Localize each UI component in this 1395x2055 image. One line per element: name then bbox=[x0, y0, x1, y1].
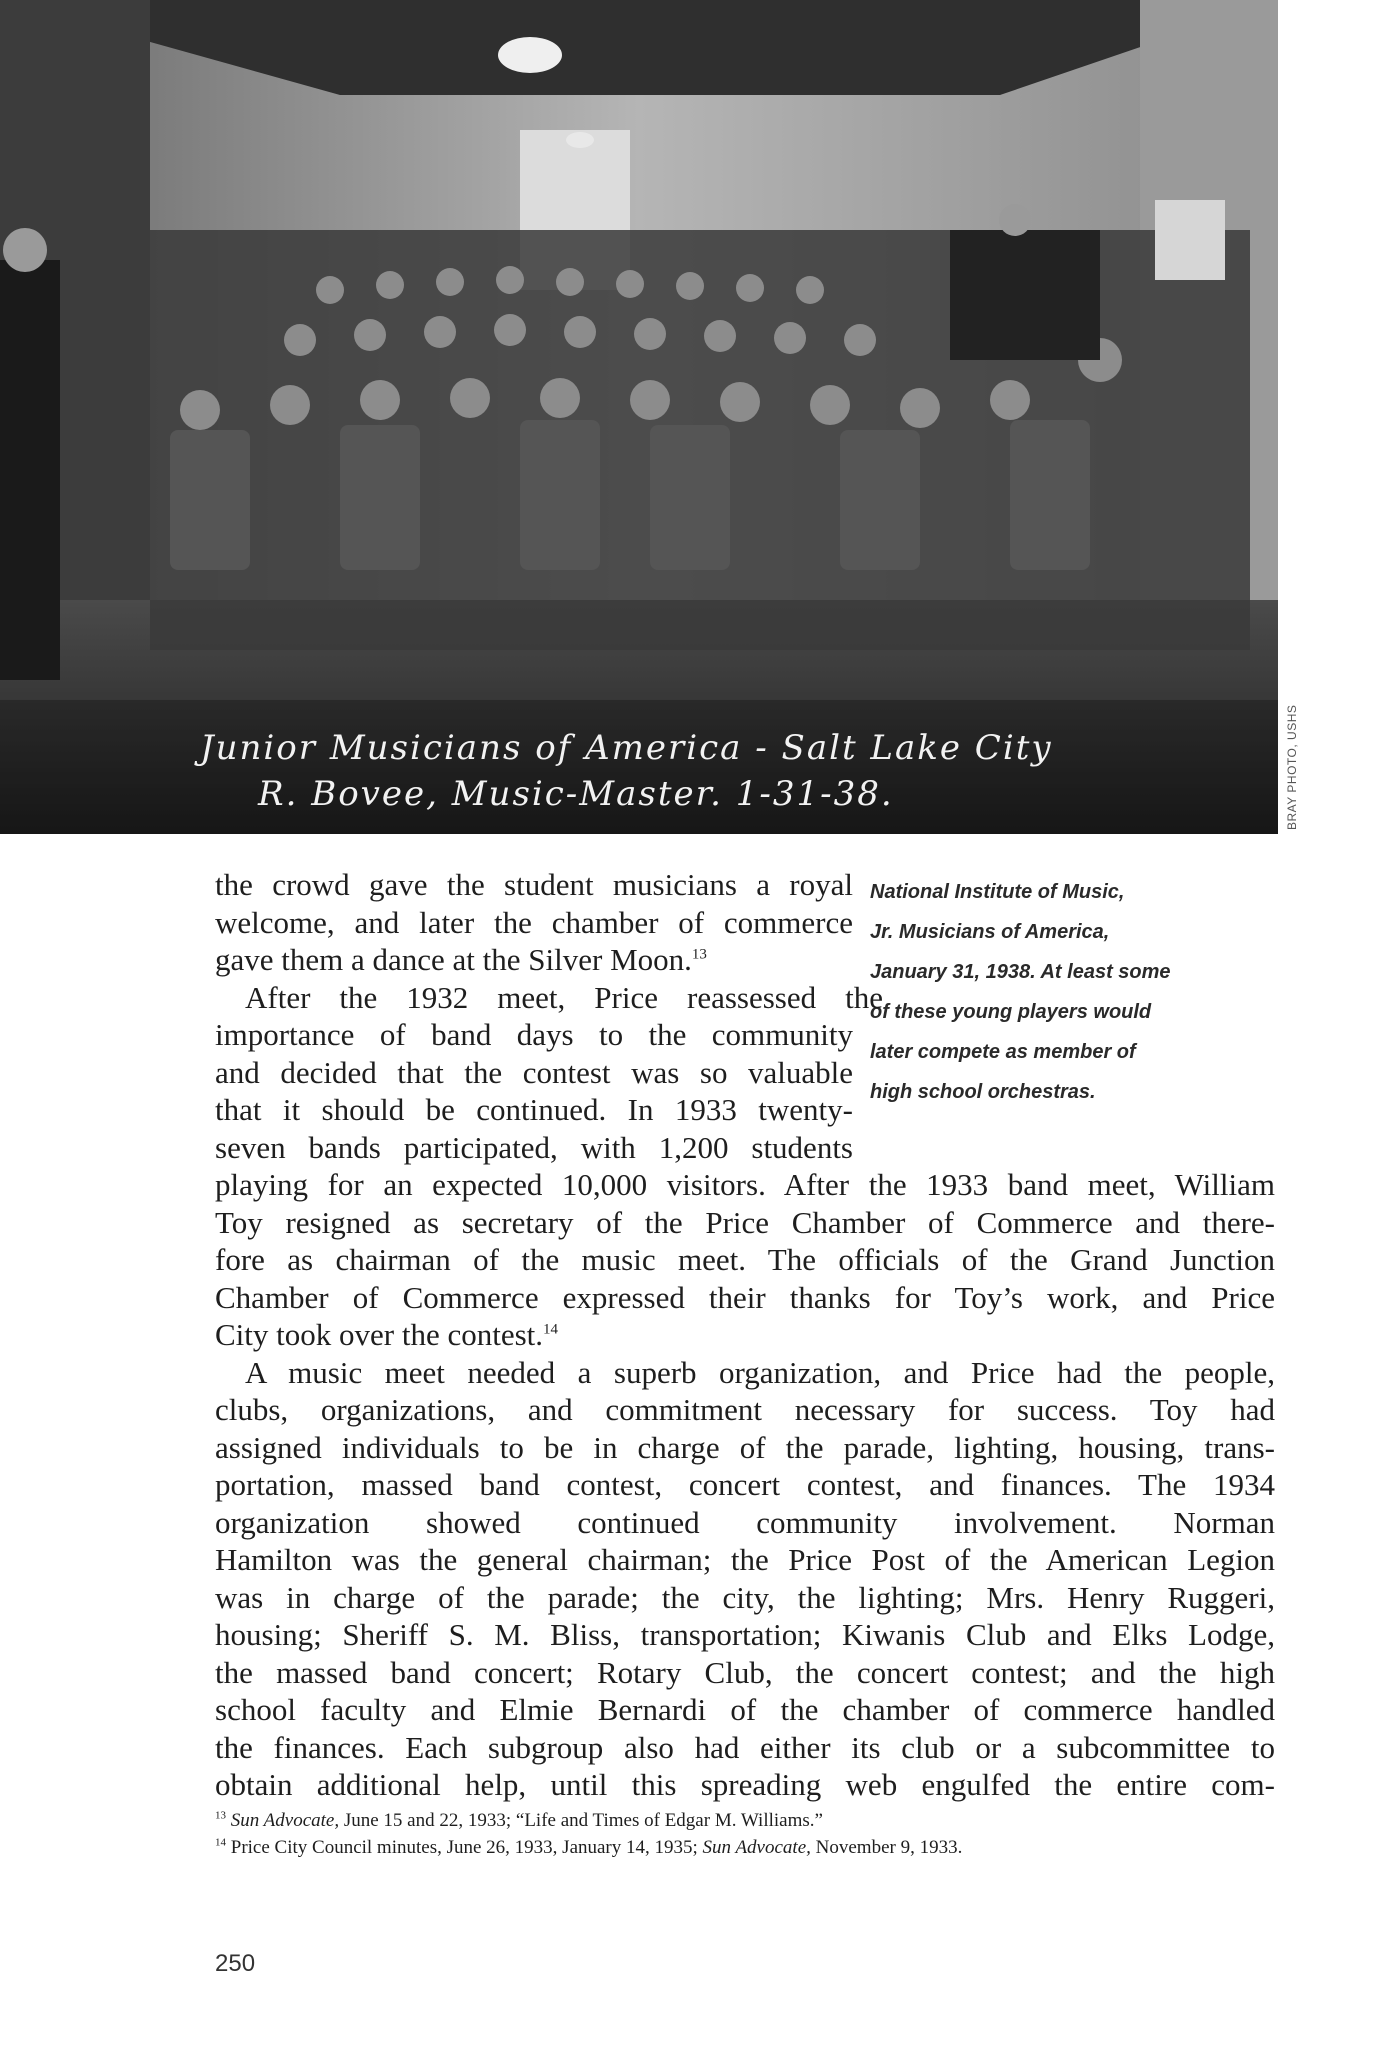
text-line bbox=[215, 941, 853, 979]
text-line: was in charge of the parade; the city, the lighting; Mrs. Henry Ruggeri, bbox=[215, 1579, 1275, 1615]
text-line: obtain additional help, until this spreading web engulfed the entire com- bbox=[215, 1767, 1275, 1802]
text-line: clubs, organizations, and commitment necessary for success. Toy had bbox=[215, 1392, 1275, 1427]
narrow-column bbox=[215, 866, 1275, 1166]
text-line: the finances. Each subgroup also had either its club or a subcommittee to bbox=[215, 1729, 1275, 1765]
text-line-content: City took over the contest. bbox=[215, 1317, 544, 1352]
text-line: welcome, and later the chamber of commerce bbox=[215, 904, 853, 940]
sidebar-caption-line: National Institute of Music, bbox=[870, 881, 1125, 903]
sidebar-caption-line: January 31, 1938. At least some bbox=[870, 961, 1171, 983]
text-line: that it should be continued. In 1933 twenty- bbox=[215, 1092, 853, 1127]
text-line: A music meet needed a superb organization, and Price had the people, bbox=[245, 1354, 1275, 1390]
text-line: organization showed continued community involvement. Norman bbox=[215, 1504, 1275, 1540]
text-line: the crowd gave the student musicians a royal bbox=[215, 867, 853, 902]
text-line: Hamilton was the general chairman; the Price Post of the American Legion bbox=[215, 1542, 1275, 1577]
footnote-text: June 15 and 22, 1933; “Life and Times of Edgar M. Williams.” bbox=[339, 1810, 823, 1831]
footnote-13 bbox=[215, 1807, 1275, 1834]
page-number: 250 bbox=[215, 1950, 256, 1977]
text-line: school faculty and Elmie Bernardi of the chamber of commerce handled bbox=[215, 1692, 1275, 1727]
text-line: playing for an expected 10,000 visitors. After the 1933 band meet, William bbox=[215, 1167, 1275, 1202]
footnote-text: Price City Council minutes, June 26, 1933, January 14, 1935; bbox=[230, 1837, 703, 1858]
footnote-14 bbox=[215, 1834, 1275, 1861]
sidebar-caption-line: high school orchestras. bbox=[870, 1081, 1096, 1103]
text-line: fore as chairman of the music meet. The officials of the Grand Junction bbox=[215, 1242, 1275, 1277]
sidebar-caption-line: Jr. Musicians of America, bbox=[870, 921, 1110, 943]
text-line: portation, massed band contest, concert contest, and finances. The 1934 bbox=[215, 1467, 1275, 1502]
text-line: importance of band days to the community bbox=[215, 1017, 853, 1052]
footnote-number: 13 bbox=[215, 1809, 226, 1822]
footnote-text: November 9, 1933. bbox=[810, 1837, 963, 1858]
historical-photo bbox=[0, 0, 1278, 834]
photo-caption-line-1: Junior Musicians of America - Salt Lake City bbox=[200, 728, 1053, 768]
text-line: After the 1932 meet, Price reassessed the bbox=[245, 979, 883, 1015]
text-line: seven bands participated, with 1,200 students bbox=[215, 1129, 853, 1165]
photo-caption-line-2: R. Bovee, Music-Master. 1-31-38. bbox=[258, 774, 894, 814]
photo-credit: BRAY PHOTO, USHS bbox=[1285, 704, 1299, 830]
text-line: housing; Sheriff S. M. Bliss, transportation; Kiwanis Club and Elks Lodge, bbox=[215, 1617, 1275, 1652]
footnote-source: Sun Advocate, bbox=[702, 1837, 811, 1858]
sidebar-caption-line: later compete as member of bbox=[870, 1041, 1136, 1063]
footnotes bbox=[215, 1807, 1275, 1861]
footnote-source: Sun Advocate, bbox=[230, 1810, 340, 1831]
text-line: and decided that the contest was so valuable bbox=[215, 1054, 853, 1090]
footnote-ref: 14 bbox=[543, 1321, 559, 1338]
text-line-content: gave them a dance at the Silver Moon. bbox=[215, 942, 692, 977]
body-text bbox=[215, 866, 1275, 1804]
text-line bbox=[215, 1316, 1275, 1354]
text-line: assigned individuals to be in charge of the parade, lighting, housing, trans- bbox=[215, 1429, 1275, 1465]
text-line: the massed band concert; Rotary Club, the concert contest; and the high bbox=[215, 1654, 1275, 1690]
footnote-ref: 13 bbox=[691, 946, 707, 963]
text-line: Chamber of Commerce expressed their thanks for Toy’s work, and Price bbox=[215, 1279, 1275, 1315]
photo-scene bbox=[0, 0, 1278, 834]
sidebar-caption-line: of these young players would bbox=[870, 1001, 1152, 1023]
footnote-number: 14 bbox=[215, 1836, 226, 1849]
text-line: Toy resigned as secretary of the Price Chamber of Commerce and there- bbox=[215, 1204, 1275, 1240]
